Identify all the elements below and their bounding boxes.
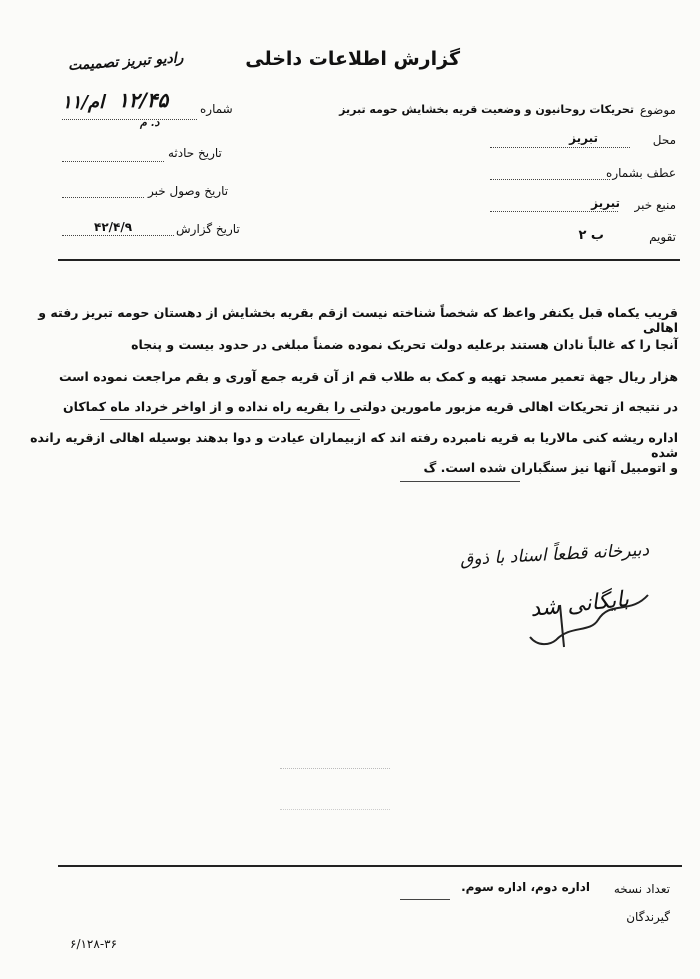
body-line-6: و اتومبیل آنها نیز سنگباران شده است. گ [423, 460, 678, 475]
copies-label: تعداد نسخه [613, 882, 670, 896]
document-title: گزارش اطلاعات داخلی [245, 48, 460, 70]
signature-stroke [520, 585, 660, 655]
footer-divider [58, 865, 682, 867]
body-line-1: قریب یکماه قبل یکنفر واعظ که شخصاً شناخته نیست ازقم بقریه بخشایش از دهستان حومه تبریز رفته و اهالی [38, 305, 678, 335]
incident-date-dots [62, 160, 164, 162]
report-date-label: تاریخ گزارش [176, 222, 240, 236]
subject-label: موضوع [639, 103, 676, 117]
source-label: منبع خبر [634, 198, 676, 212]
body-line-5: اداره ریشه کنی مالاریا به قریه نامبرده رفته اند که ازبیماران عیادت و دوا بدهند بوسیله اهالی ازقریه رانده شده [30, 430, 678, 460]
top-left-handwritten-note: رادیو تبریز تصمیمت [67, 49, 184, 75]
prev-related-dots [490, 178, 610, 180]
news-received-label: تاریخ وصول خبر [148, 184, 229, 198]
handwritten-annotation: دبیرخانه قطعاً اسناد با ذوق [459, 540, 650, 570]
body-line-3: هزار ریال جهة تعمیر مسجد تهیه و کمک به طلاب قم از آن قریه جمع آوری و بقم مراجعت نموده است [58, 369, 678, 384]
body-underline-1 [100, 418, 360, 420]
number-extra: ۱۱/ام [62, 92, 105, 113]
body-line-4: در نتیجه از تحریکات اهالی قریه مزبور مامورین دولتی را بقریه راه نداده و از اواخر خرداد ماه کماکان [63, 399, 678, 414]
subject-value: تحریکات روحانیون و وضعیت قریه بخشایش حومه تبریز [339, 103, 634, 116]
report-date-value: ۴۲/۴/۹ [94, 220, 133, 234]
location-dots [490, 146, 630, 148]
form-code: ۶/۱۲۸-۳۶ [70, 937, 118, 951]
source-value: تبریز [591, 196, 620, 210]
body-line-2: آنجا را که غالباً نادان هستند برعلیه دولت تحریک نموده ضمناً مبلغی در حدود بیست و پنجاه [131, 337, 678, 352]
header-divider [58, 259, 680, 261]
number-underline [62, 118, 197, 120]
body-underline-2 [400, 480, 520, 482]
handwritten-signature: بایگانی شد [528, 586, 631, 623]
copies-underline [400, 898, 450, 900]
news-received-dots [62, 196, 144, 198]
incident-date-label: تاریخ حادثه [168, 146, 222, 160]
recipients-label: گیرندگان [626, 910, 670, 924]
number-subscript: د. م [140, 116, 160, 129]
rating-label: تقویم [649, 230, 676, 244]
report-date-dots [62, 234, 174, 236]
faint-stamp-marks [280, 768, 390, 810]
location-value: تبریز [569, 131, 598, 145]
prev-related-label: عطف بشماره [606, 166, 676, 180]
number-value: ۱۲/۴۵ [118, 88, 169, 112]
location-label: محل [652, 133, 676, 147]
source-dots [490, 210, 618, 212]
rating-value: ب ۲ [578, 228, 604, 243]
number-label: شماره [200, 102, 233, 116]
copies-value: اداره دوم، اداره سوم. [461, 880, 590, 894]
